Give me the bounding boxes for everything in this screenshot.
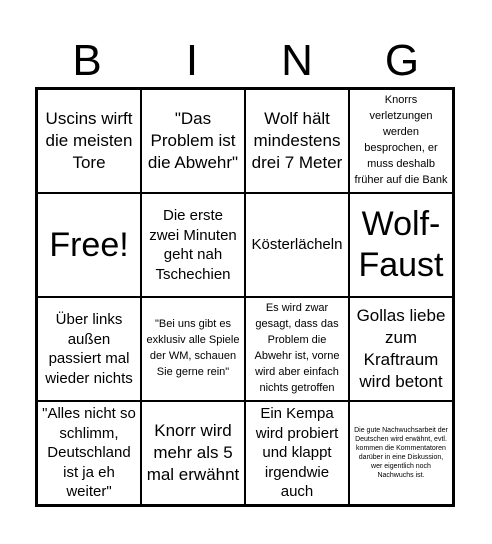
bingo-cell[interactable]	[37, 297, 141, 401]
bingo-cell[interactable]	[349, 89, 453, 193]
cell-text: Knorrs verletzungen werden besprochen, er muss deshalb früher auf die Bank	[354, 94, 448, 186]
header-letter-b: B	[72, 36, 102, 85]
cell-text: Die gute Nachwuchsarbeit der Deutschen wird erwähnt, evtl. kommen die Kommentatoren darüber in eine Diskussion, wer eigentlich noch Nachwuchs ist.	[354, 426, 448, 480]
cell-text: Free!	[49, 225, 129, 264]
cell-text: "Bei uns gibt es exklusiv alle Spiele der WM, schauen Sie gerne rein"	[146, 318, 240, 378]
bingo-cell[interactable]	[245, 401, 349, 505]
bingo-cell[interactable]	[141, 89, 245, 193]
cell-text: Uscins wirft die meisten Tore	[45, 108, 133, 173]
bingo-cell[interactable]	[245, 297, 349, 401]
cell-text: Kösterlächeln	[251, 236, 343, 254]
bingo-cell[interactable]	[349, 193, 453, 297]
bingo-grid	[35, 87, 455, 507]
bingo-cell[interactable]	[141, 193, 245, 297]
cell-text: "Das Problem ist die Abwehr"	[147, 108, 239, 173]
cell-text: Über links außen passiert mal wieder nichts	[45, 311, 133, 387]
bingo-cell[interactable]	[37, 401, 141, 505]
bingo-cell[interactable]	[245, 193, 349, 297]
cell-text: Knorr wird mehr als 5 mal erwähnt	[146, 420, 240, 485]
free-cell[interactable]	[37, 193, 141, 297]
cell-text: Die erste zwei Minuten geht nah Tschechien	[149, 207, 237, 283]
bingo-cell[interactable]	[141, 297, 245, 401]
header-letter-n: N	[281, 36, 313, 85]
bingo-cell[interactable]	[141, 401, 245, 505]
cell-text: Wolf-Faust	[358, 205, 444, 284]
bingo-cell[interactable]	[349, 401, 453, 505]
cell-text: Wolf hält mindestens drei 7 Meter	[251, 108, 343, 173]
cell-text: "Alles nicht so schlimm, Deutschland ist ja eh weiter"	[42, 405, 136, 501]
cell-text: Gollas liebe zum Kraftraum wird betont	[356, 305, 446, 392]
header-letter-g: G	[384, 36, 420, 85]
header-letter-i: I	[185, 36, 199, 85]
cell-text: Ein Kempa wird probiert und klappt irgendwie auch	[255, 405, 339, 501]
bingo-cell[interactable]	[349, 297, 453, 401]
bingo-cell[interactable]	[37, 89, 141, 193]
bingo-cell[interactable]	[245, 89, 349, 193]
cell-text: Es wird zwar gesagt, dass das Problem die Abwehr ist, vorne wird aber einfach nichts getroffen	[254, 302, 340, 394]
bingo-header	[35, 36, 455, 86]
